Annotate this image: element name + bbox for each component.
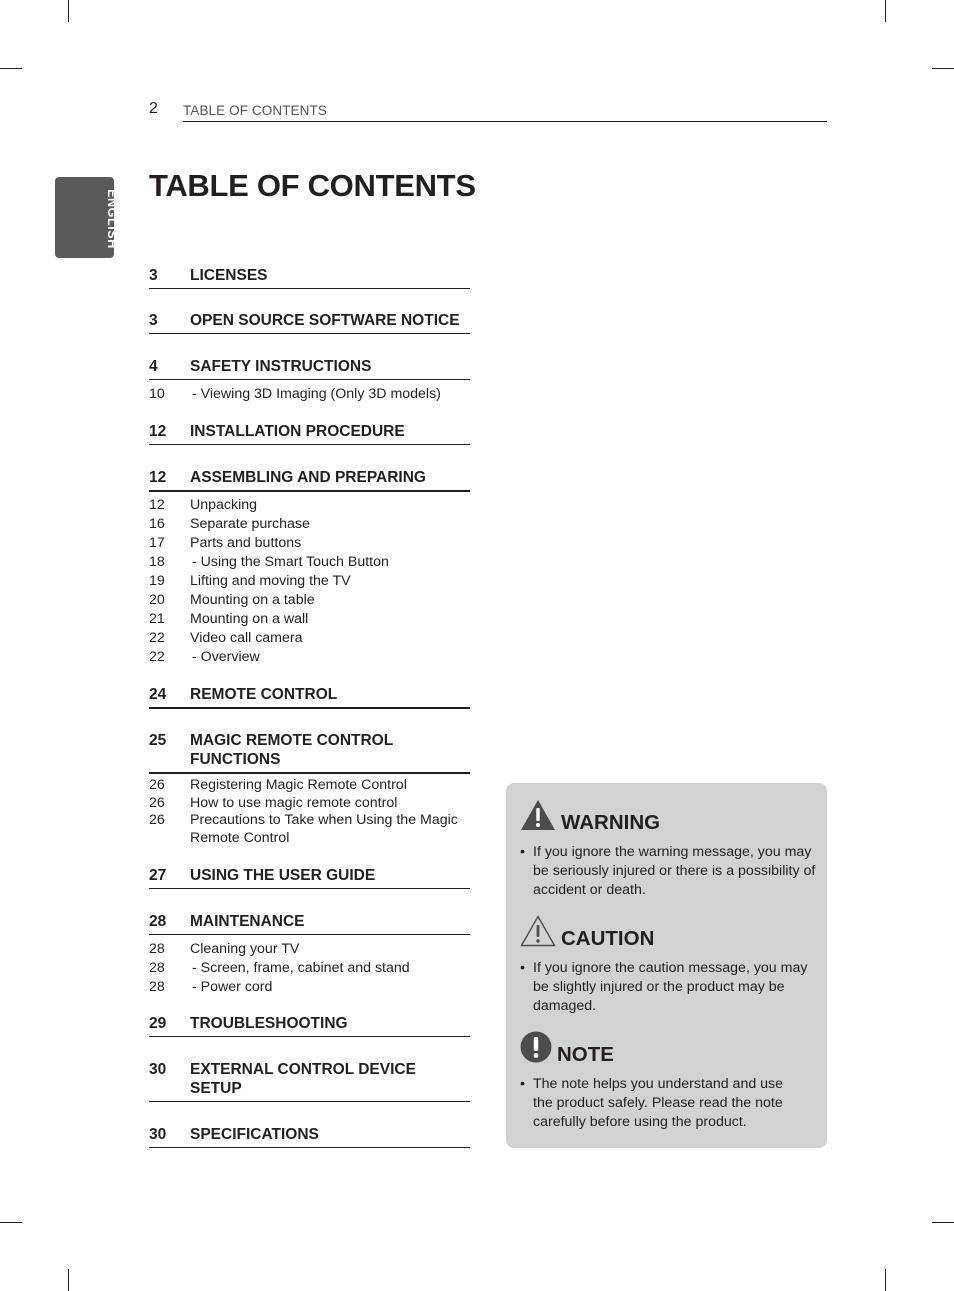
warning-description: If you ignore the warning message, you may be seriously injured or there is a possibility of accident or death.: [533, 844, 816, 898]
toc-subitem[interactable]: [149, 794, 470, 812]
toc-subitem[interactable]: [149, 629, 470, 647]
toc-heading-text: SPECIFICATIONS: [190, 1126, 319, 1143]
page-title: TABLE OF CONTENTS: [149, 168, 476, 203]
toc-page-number: 12: [149, 423, 167, 440]
toc-page-number: 28: [149, 979, 165, 995]
toc-page-number: 16: [149, 516, 165, 532]
crop-mark: [0, 1222, 22, 1223]
toc-subitem[interactable]: [149, 572, 470, 590]
toc-page-number: 3: [149, 312, 158, 329]
toc-heading-text: MAINTENANCE: [190, 913, 305, 930]
toc-page-number: 4: [149, 358, 158, 375]
toc-heading-text: MAGIC REMOTE CONTROL FUNCTIONS: [190, 732, 393, 768]
header-section-title: TABLE OF CONTENTS: [183, 103, 327, 118]
warning-text: [520, 843, 820, 900]
note-block: [520, 1031, 820, 1132]
toc-page-number: 28: [149, 941, 165, 957]
toc-page-number: 26: [149, 812, 165, 828]
note-text: [520, 1075, 803, 1132]
toc-page-number: 18: [149, 554, 165, 570]
toc-heading[interactable]: [149, 266, 470, 289]
toc-page-number: 26: [149, 795, 165, 811]
toc-subitem-text: Separate purchase: [190, 516, 310, 532]
bullet: •: [520, 844, 525, 860]
toc-heading[interactable]: [149, 1014, 470, 1037]
toc-subitem-text: Unpacking: [190, 497, 258, 513]
toc-heading-text: SAFETY INSTRUCTIONS: [190, 358, 372, 375]
toc-subitem[interactable]: [149, 553, 470, 571]
toc-heading-text: ASSEMBLING AND PREPARING: [190, 469, 426, 486]
header-rule: [183, 121, 827, 122]
toc-subitem[interactable]: [149, 811, 470, 847]
caution-text: [520, 959, 820, 1016]
toc-heading[interactable]: [149, 422, 470, 445]
toc-subitem[interactable]: [149, 776, 470, 794]
crop-mark: [68, 0, 69, 22]
caution-label: CAUTION: [561, 927, 655, 950]
toc-heading[interactable]: [149, 1125, 470, 1148]
toc-page-number: 21: [149, 611, 165, 627]
toc-heading[interactable]: [149, 731, 470, 774]
caution-triangle-icon: [520, 915, 556, 947]
crop-mark: [885, 1269, 886, 1291]
language-tab-label: ENGLISH: [105, 189, 119, 249]
toc-page-number: 22: [149, 649, 165, 665]
toc-subitem-text: Parts and buttons: [190, 535, 302, 551]
toc-subitem-text: Precautions to Take when Using the Magic Remote Control: [190, 812, 458, 846]
toc-subitem-text: Registering Magic Remote Control: [190, 777, 407, 793]
bullet: •: [520, 1076, 525, 1092]
toc-heading[interactable]: [149, 1060, 470, 1102]
toc-page-number: 24: [149, 686, 167, 703]
note-description: The note helps you understand and use the product safely. Please read the note carefully before using the product.: [533, 1076, 784, 1130]
toc-subitem[interactable]: [149, 610, 470, 628]
toc-page-number: 27: [149, 867, 167, 884]
caution-description: If you ignore the caution message, you may be slightly injured or the product may be damaged.: [533, 960, 808, 1014]
toc-subitem[interactable]: [149, 534, 470, 552]
note-label: NOTE: [557, 1043, 614, 1066]
warning-label: WARNING: [561, 811, 661, 834]
warning-block: [520, 799, 820, 900]
toc-subitem-text: - Overview: [192, 649, 260, 665]
toc-subitem-text: - Power cord: [192, 979, 273, 995]
toc-page-number: 17: [149, 535, 165, 551]
toc-subitem[interactable]: [149, 591, 470, 609]
warning-triangle-icon: [520, 799, 556, 831]
toc-heading-text: REMOTE CONTROL: [190, 686, 338, 703]
toc-subitem-text: - Viewing 3D Imaging (Only 3D models): [192, 386, 441, 402]
toc-heading[interactable]: [149, 357, 470, 380]
toc-subitem-text: Cleaning your TV: [190, 941, 300, 957]
toc-heading-text: OPEN SOURCE SOFTWARE NOTICE: [190, 312, 460, 329]
bullet: •: [520, 960, 525, 976]
caution-block: [520, 915, 820, 1016]
notice-box: [506, 783, 827, 1148]
toc-subitem[interactable]: [149, 496, 470, 514]
toc-page-number: 3: [149, 267, 158, 284]
toc-page-number: 20: [149, 592, 165, 608]
toc-subitem[interactable]: [149, 648, 470, 666]
toc-page-number: 12: [149, 497, 165, 513]
toc-heading[interactable]: [149, 866, 470, 889]
toc-subitem-text: - Screen, frame, cabinet and stand: [192, 960, 410, 976]
crop-mark: [932, 68, 954, 69]
header-page-number: 2: [149, 100, 158, 117]
crop-mark: [885, 0, 886, 22]
toc-page-number: 26: [149, 777, 165, 793]
toc-heading-text: LICENSES: [190, 267, 268, 284]
toc-heading[interactable]: [149, 685, 470, 709]
note-header: [520, 1031, 820, 1065]
toc-subitem-text: Mounting on a wall: [190, 611, 309, 627]
crop-mark: [0, 68, 22, 69]
warning-header: [520, 799, 820, 833]
toc-page-number: 28: [149, 913, 167, 930]
toc-page-number: 25: [149, 732, 167, 749]
toc-heading[interactable]: [149, 912, 470, 935]
toc-page-number: 10: [149, 386, 165, 402]
toc-page-number: 19: [149, 573, 165, 589]
toc-subitem[interactable]: [149, 978, 470, 996]
toc-page-number: 30: [149, 1061, 167, 1078]
toc-subitem-text: Mounting on a table: [190, 592, 315, 608]
toc-page-number: 12: [149, 469, 167, 486]
toc-heading[interactable]: [149, 468, 470, 492]
toc-subitem-text: - Using the Smart Touch Button: [192, 554, 389, 570]
toc-heading-text: INSTALLATION PROCEDURE: [190, 423, 405, 440]
note-circle-icon: [520, 1031, 552, 1063]
toc-subitem[interactable]: [149, 940, 470, 958]
caution-header: [520, 915, 820, 949]
toc-heading-text: USING THE USER GUIDE: [190, 867, 376, 884]
toc-page-number: 29: [149, 1015, 167, 1032]
toc-subitem[interactable]: [149, 385, 470, 403]
toc-page-number: 30: [149, 1126, 167, 1143]
crop-mark: [68, 1269, 69, 1291]
toc-heading[interactable]: [149, 311, 470, 334]
toc-subitem-text: Lifting and moving the TV: [190, 573, 351, 589]
toc-subitem-text: Video call camera: [190, 630, 303, 646]
toc-page-number: 28: [149, 960, 165, 976]
toc-page-number: 22: [149, 630, 165, 646]
toc-subitem[interactable]: [149, 515, 470, 533]
crop-mark: [932, 1222, 954, 1223]
toc-subitem[interactable]: [149, 959, 470, 977]
toc-heading-text: EXTERNAL CONTROL DEVICE SETUP: [190, 1061, 416, 1097]
toc-heading-text: TROUBLESHOOTING: [190, 1015, 348, 1032]
toc-subitem-text: How to use magic remote control: [190, 795, 398, 811]
